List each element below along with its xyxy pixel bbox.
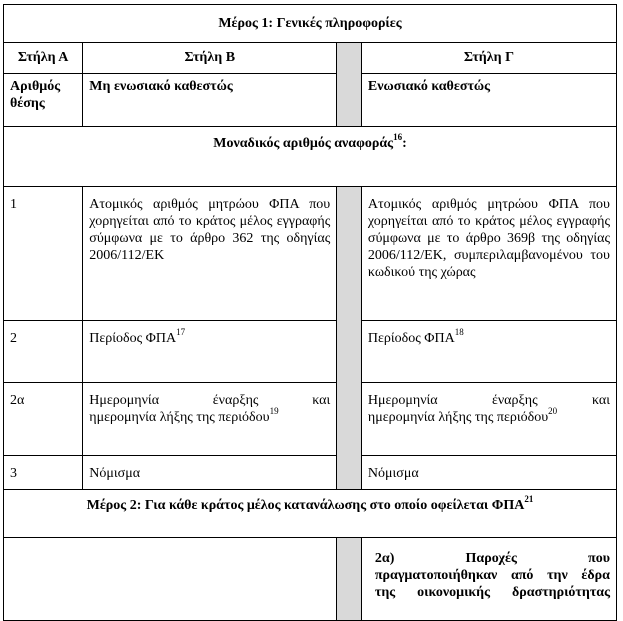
column-header-row [4, 43, 617, 74]
footnote-18: 18 [454, 327, 464, 338]
row-g-cell [361, 383, 616, 456]
row-b-text: Νόμισμα [83, 456, 337, 490]
part1-title: Μέρος 1: Γενικές πληροφορίες [4, 5, 617, 43]
vat-return-table [3, 4, 617, 621]
row-g-cell [361, 321, 616, 383]
row-g-text: Νόμισμα [361, 456, 616, 490]
row-g-text: Ατομικός αριθμός μητρώου ΦΠΑ που χορηγείται από το κράτος μέλος εγγραφής σύμφωνα με το άρθρο 369β της οδηγίας 2006/112/ΕΚ, συμπεριλαμβανομένου του κωδικού της χώρας [361, 187, 616, 321]
row-b-line2: ημερομηνία λήξης της περιόδου [89, 410, 270, 425]
row-number: 2 [4, 321, 83, 383]
row-g-line1: 2α) Παροχές που [374, 551, 610, 566]
row-g-line2: ημερομηνία λήξης της περιόδου [367, 410, 549, 425]
row-b-cell [83, 321, 337, 383]
table-row [4, 538, 617, 621]
footnote-16: 16 [393, 132, 403, 143]
empty-cell [4, 538, 337, 621]
reference-number-label [4, 127, 617, 187]
document-page [3, 4, 617, 621]
separator-cell [337, 43, 362, 127]
position-number-header: Αριθμός θέσης [4, 74, 83, 127]
row-b-text: Περίοδος ΦΠΑ [89, 331, 177, 346]
table-row [4, 456, 617, 490]
row-b-text: Ατομικός αριθμός μητρώου ΦΠΑ που χορηγείται από το κράτος μέλος εγγραφής σύμφωνα με το άρθρο 362 της οδηγίας 2006/112/ΕΚ [83, 187, 337, 321]
reference-label-text: Μοναδικός αριθμός αναφοράς [213, 136, 394, 151]
row-g-line3: της οικονομικής δραστηριότητας [374, 585, 610, 600]
row-g-cell [361, 538, 616, 621]
row-b-cell [83, 383, 337, 456]
non-union-scheme-header: Μη ενωσιακό καθεστώς [83, 74, 337, 127]
row-g-line1: Ημερομηνία έναρξης και [367, 393, 610, 408]
row-g-line2: πραγματοποιήθηκαν από την έδρα [374, 568, 610, 583]
footnote-21: 21 [524, 494, 534, 505]
column-b-header: Στήλη Β [83, 43, 337, 74]
part2-title [4, 490, 617, 538]
subheader-row [4, 74, 617, 127]
footnote-20: 20 [548, 406, 558, 417]
union-scheme-header: Ενωσιακό καθεστώς [361, 74, 616, 127]
table-row [4, 321, 617, 383]
row-b-line1: Ημερομηνία έναρξης και [89, 393, 331, 408]
row-number: 2α [4, 383, 83, 456]
reference-row [4, 127, 617, 187]
column-a-header: Στήλη Α [4, 43, 83, 74]
part2-title-row [4, 490, 617, 538]
row-number: 1 [4, 187, 83, 321]
column-g-header: Στήλη Γ [361, 43, 616, 74]
separator-cell [337, 187, 362, 490]
footnote-19: 19 [269, 406, 279, 417]
table-row [4, 383, 617, 456]
footnote-17: 17 [176, 327, 186, 338]
part1-title-row [4, 5, 617, 43]
table-row [4, 187, 617, 321]
row-g-text: Περίοδος ΦΠΑ [367, 331, 455, 346]
reference-suffix: : [402, 136, 407, 151]
separator-cell [337, 538, 362, 621]
part2-title-text: Μέρος 2: Για κάθε κράτος μέλος κατανάλωσης στο οποίο οφείλεται ΦΠΑ [86, 498, 525, 513]
row-number: 3 [4, 456, 83, 490]
